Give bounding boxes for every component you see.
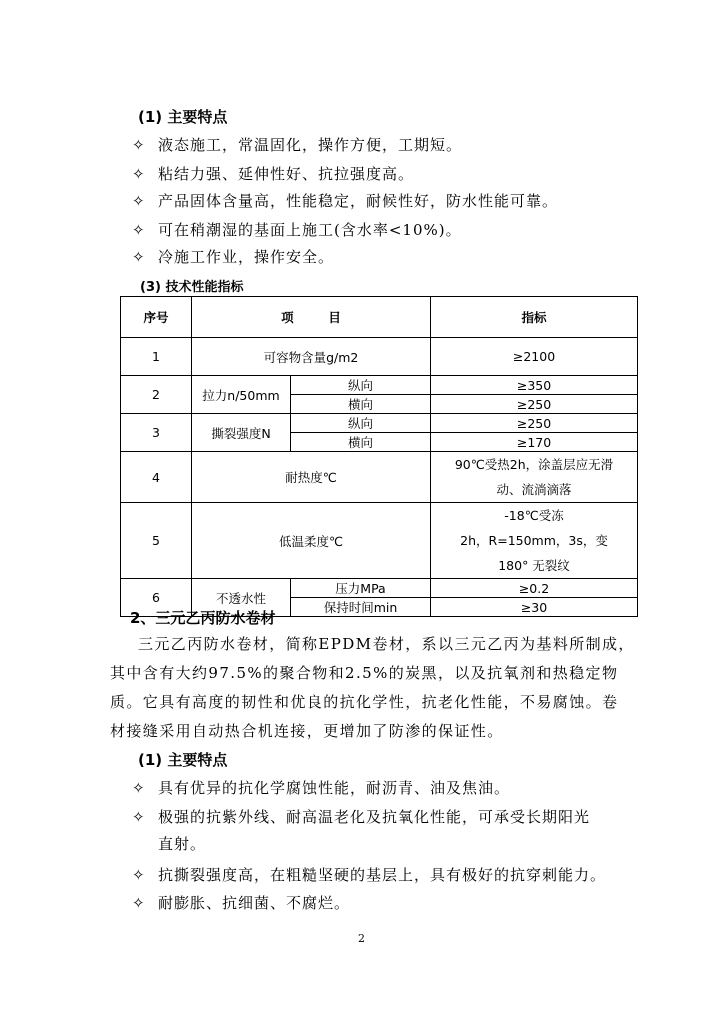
list-item: ✧ 可在稍潮湿的基面上施工(含水率<10%)。 [132, 221, 462, 239]
section2-title: 2、三元乙丙防水卷材 [130, 609, 276, 627]
list-item-continuation: 直射。 [158, 835, 207, 853]
paragraph-line: 材接缝采用自动热合机连接，更增加了防渗的保证性。 [110, 722, 504, 740]
diamond-bullet-icon: ✧ [132, 779, 146, 797]
paragraph-line: 质。它具有高度的韧性和优良的抗化学性，抗老化性能，不易腐蚀。卷 [110, 693, 619, 711]
list-item: ✧ 产品固体含量高，性能稳定，耐候性好，防水性能可靠。 [132, 192, 559, 210]
header-seq: 序号 [121, 297, 192, 338]
header-index: 指标 [431, 297, 638, 338]
table-row: 横向 ≥250 [121, 395, 638, 414]
section2-subheading: (1) 主要特点 [138, 751, 228, 769]
list-item: ✧ 粘结力强、延伸性好、抗拉强度高。 [132, 165, 415, 183]
section1-heading: (1) 主要特点 [138, 108, 228, 126]
table-row: 保持时间min ≥30 [121, 598, 638, 617]
table-row: 6 不透水性 压力MPa ≥0.2 [121, 579, 638, 598]
diamond-bullet-icon: ✧ [132, 894, 146, 912]
table-row: 3 撕裂强度N 纵向 ≥250 [121, 414, 638, 433]
table-row: 4 耐热度℃ 90℃受热2h，涂盖层应无滑 动、流淌滴落 [121, 452, 638, 503]
table-header-row [121, 297, 638, 338]
table-row: 1 可容物含量g/m2 ≥2100 [121, 338, 638, 376]
diamond-bullet-icon: ✧ [132, 165, 146, 183]
diamond-bullet-icon: ✧ [132, 192, 146, 210]
list-item: ✧ 耐膨胀、抗细菌、不腐烂。 [132, 894, 351, 912]
tech-heading: (3) 技术性能指标 [140, 280, 244, 295]
list-item: ✧ 抗撕裂强度高，在粗糙坚硬的基层上，具有极好的抗穿刺能力。 [132, 866, 607, 884]
diamond-bullet-icon: ✧ [132, 221, 146, 239]
list-item: ✧ 液态施工，常温固化，操作方便，工期短。 [132, 136, 463, 154]
page-number: 2 [358, 932, 365, 945]
list-item: ✧ 冷施工作业，操作安全。 [132, 248, 335, 266]
spec-table [120, 296, 638, 617]
diamond-bullet-icon: ✧ [132, 866, 146, 884]
table-row: 5 低温柔度℃ -18℃受冻 2h，R=150mm，3s，变 180° 无裂纹 [121, 503, 638, 579]
table-row: 横向 ≥170 [121, 433, 638, 452]
paragraph-line: 三元乙丙防水卷材，简称EPDM卷材，系以三元乙丙为基料所制成， [138, 635, 635, 653]
header-item: 项 目 [192, 297, 431, 338]
diamond-bullet-icon: ✧ [132, 808, 146, 826]
table-row: 2 拉力n/50mm 纵向 ≥350 [121, 376, 638, 395]
diamond-bullet-icon: ✧ [132, 136, 146, 154]
list-item: ✧ 极强的抗紫外线、耐高温老化及抗氧化性能，可承受长期阳光 [132, 808, 591, 826]
paragraph-line: 其中含有大约97.5%的聚合物和2.5%的炭黑，以及抗氧剂和热稳定物 [110, 664, 619, 682]
list-item: ✧ 具有优异的抗化学腐蚀性能，耐沥青、油及焦油。 [132, 779, 511, 797]
diamond-bullet-icon: ✧ [132, 248, 146, 266]
